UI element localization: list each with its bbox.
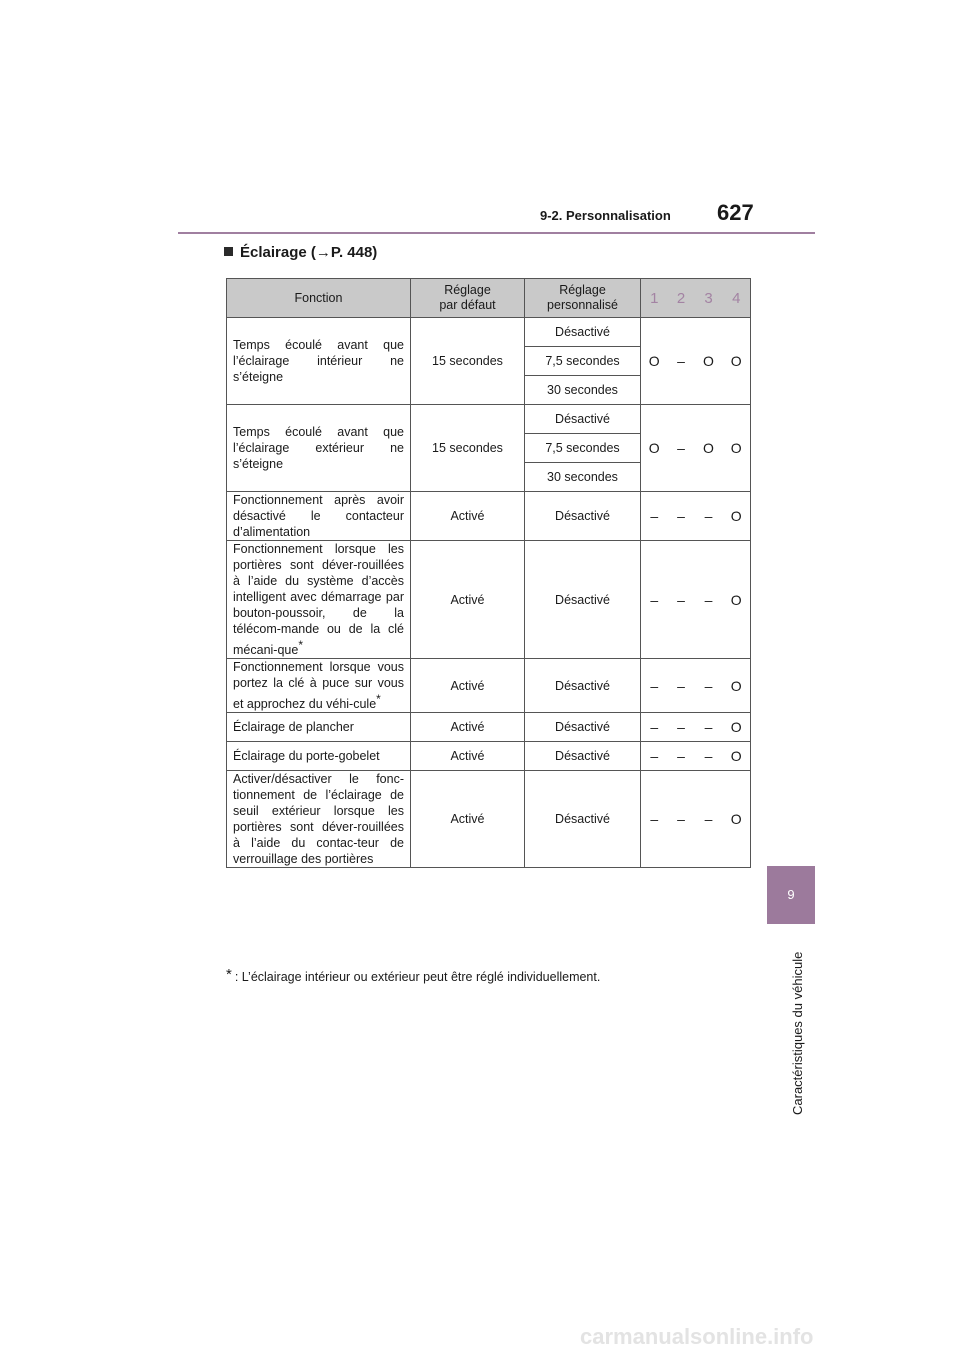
function-cell: Temps écoulé avant que l’éclairage extérieur ne s’éteigne [227,405,411,492]
footnote-text: : L’éclairage intérieur ou extérieur peut être réglé individuellement. [234,970,601,984]
mark-cell: O [695,318,723,405]
mark-cell: O [723,541,751,659]
table-row [227,659,751,713]
mark-cell: O [723,713,751,742]
header-custom: Réglage personnalisé [525,279,641,318]
page-number: 627 [717,200,754,225]
table-row [227,318,751,347]
header-col-2: 2 [668,279,695,318]
function-cell: Temps écoulé avant que l’éclairage intérieur ne s’éteigne [227,318,411,405]
custom-cell: 30 secondes [525,376,641,405]
custom-cell: 7,5 secondes [525,434,641,463]
footnote-star: * [226,966,232,983]
custom-cell: Désactivé [525,405,641,434]
mark-cell: – [668,713,695,742]
mark-cell: – [641,742,668,771]
mark-cell: – [668,742,695,771]
chapter-tab: 9 [767,866,815,924]
default-cell: 15 secondes [411,405,525,492]
mark-cell: – [668,492,695,541]
default-cell: Activé [411,492,525,541]
mark-cell: – [641,771,668,868]
table-row [227,492,751,541]
custom-cell: Désactivé [525,659,641,713]
settings-table [226,278,751,868]
bullet-square-icon [224,247,233,256]
default-cell: Activé [411,713,525,742]
section-title-text: Éclairage ( [240,244,316,261]
custom-cell: Désactivé [525,541,641,659]
footnote-star: * [376,692,381,707]
function-cell: Activer/désactiver le fonc-tionnement de l’éclairage de seuil extérieur lorsque les portières sont déver-rouillées à l’aide du contac-teur de verrouillage des portières [227,771,411,868]
watermark: carmanualsonline.info [580,1324,814,1349]
header-col-4: 4 [723,279,751,318]
header-col-1: 1 [641,279,668,318]
mark-cell: – [695,713,723,742]
chapter-label [776,935,805,1115]
mark-cell: O [723,659,751,713]
mark-cell: – [668,318,695,405]
header-divider [178,232,815,234]
default-cell: Activé [411,659,525,713]
function-cell: Éclairage du porte-gobelet [227,742,411,771]
mark-cell: O [723,492,751,541]
mark-cell: – [695,659,723,713]
header-col-3: 3 [695,279,723,318]
mark-cell: – [641,659,668,713]
default-cell: Activé [411,771,525,868]
table-row [227,713,751,742]
custom-cell: Désactivé [525,771,641,868]
table-header-row [227,279,751,318]
table-row [227,742,751,771]
custom-cell: Désactivé [525,318,641,347]
arrow-icon: → [315,244,331,261]
mark-cell: – [695,742,723,771]
default-cell: 15 secondes [411,318,525,405]
table-row [227,405,751,434]
header-default: Réglage par défaut [411,279,525,318]
section-title-ref: P. 448) [330,244,378,261]
mark-cell: O [723,318,751,405]
custom-cell: Désactivé [525,742,641,771]
mark-cell: – [668,541,695,659]
function-cell: Fonctionnement lorsque les portières sont déver-rouillées à l’aide du système d’accès intelligent avec démarrage par bouton-poussoir, de la télécom-mande ou de la clé mécani-que* [227,541,411,659]
footnote [226,966,600,984]
mark-cell: O [723,742,751,771]
mark-cell: – [668,771,695,868]
custom-cell: 7,5 secondes [525,347,641,376]
default-cell: Activé [411,742,525,771]
mark-cell: – [695,771,723,868]
mark-cell: – [668,659,695,713]
function-cell: Fonctionnement lorsque vous portez la clé à puce sur vous et approchez du véhi-cule* [227,659,411,713]
mark-cell: O [641,405,668,492]
table-row [227,771,751,868]
function-cell: Fonctionnement après avoir désactivé le contacteur d’alimentation [227,492,411,541]
mark-cell: O [723,405,751,492]
mark-cell: – [641,713,668,742]
custom-cell: Désactivé [525,492,641,541]
chapter-label-text: Caractéristiques du véhicule [790,951,805,1115]
running-header: 9-2. Personnalisation [540,208,671,223]
mark-cell: O [641,318,668,405]
mark-cell: – [668,405,695,492]
mark-cell: – [641,541,668,659]
table-row [227,541,751,659]
mark-cell: O [723,771,751,868]
mark-cell: – [695,492,723,541]
custom-cell: 30 secondes [525,463,641,492]
section-title [224,244,377,261]
mark-cell: – [641,492,668,541]
function-cell: Éclairage de plancher [227,713,411,742]
mark-cell: O [695,405,723,492]
header-function: Fonction [227,279,411,318]
footnote-star: * [298,638,303,652]
default-cell: Activé [411,541,525,659]
mark-cell: – [695,541,723,659]
custom-cell: Désactivé [525,713,641,742]
